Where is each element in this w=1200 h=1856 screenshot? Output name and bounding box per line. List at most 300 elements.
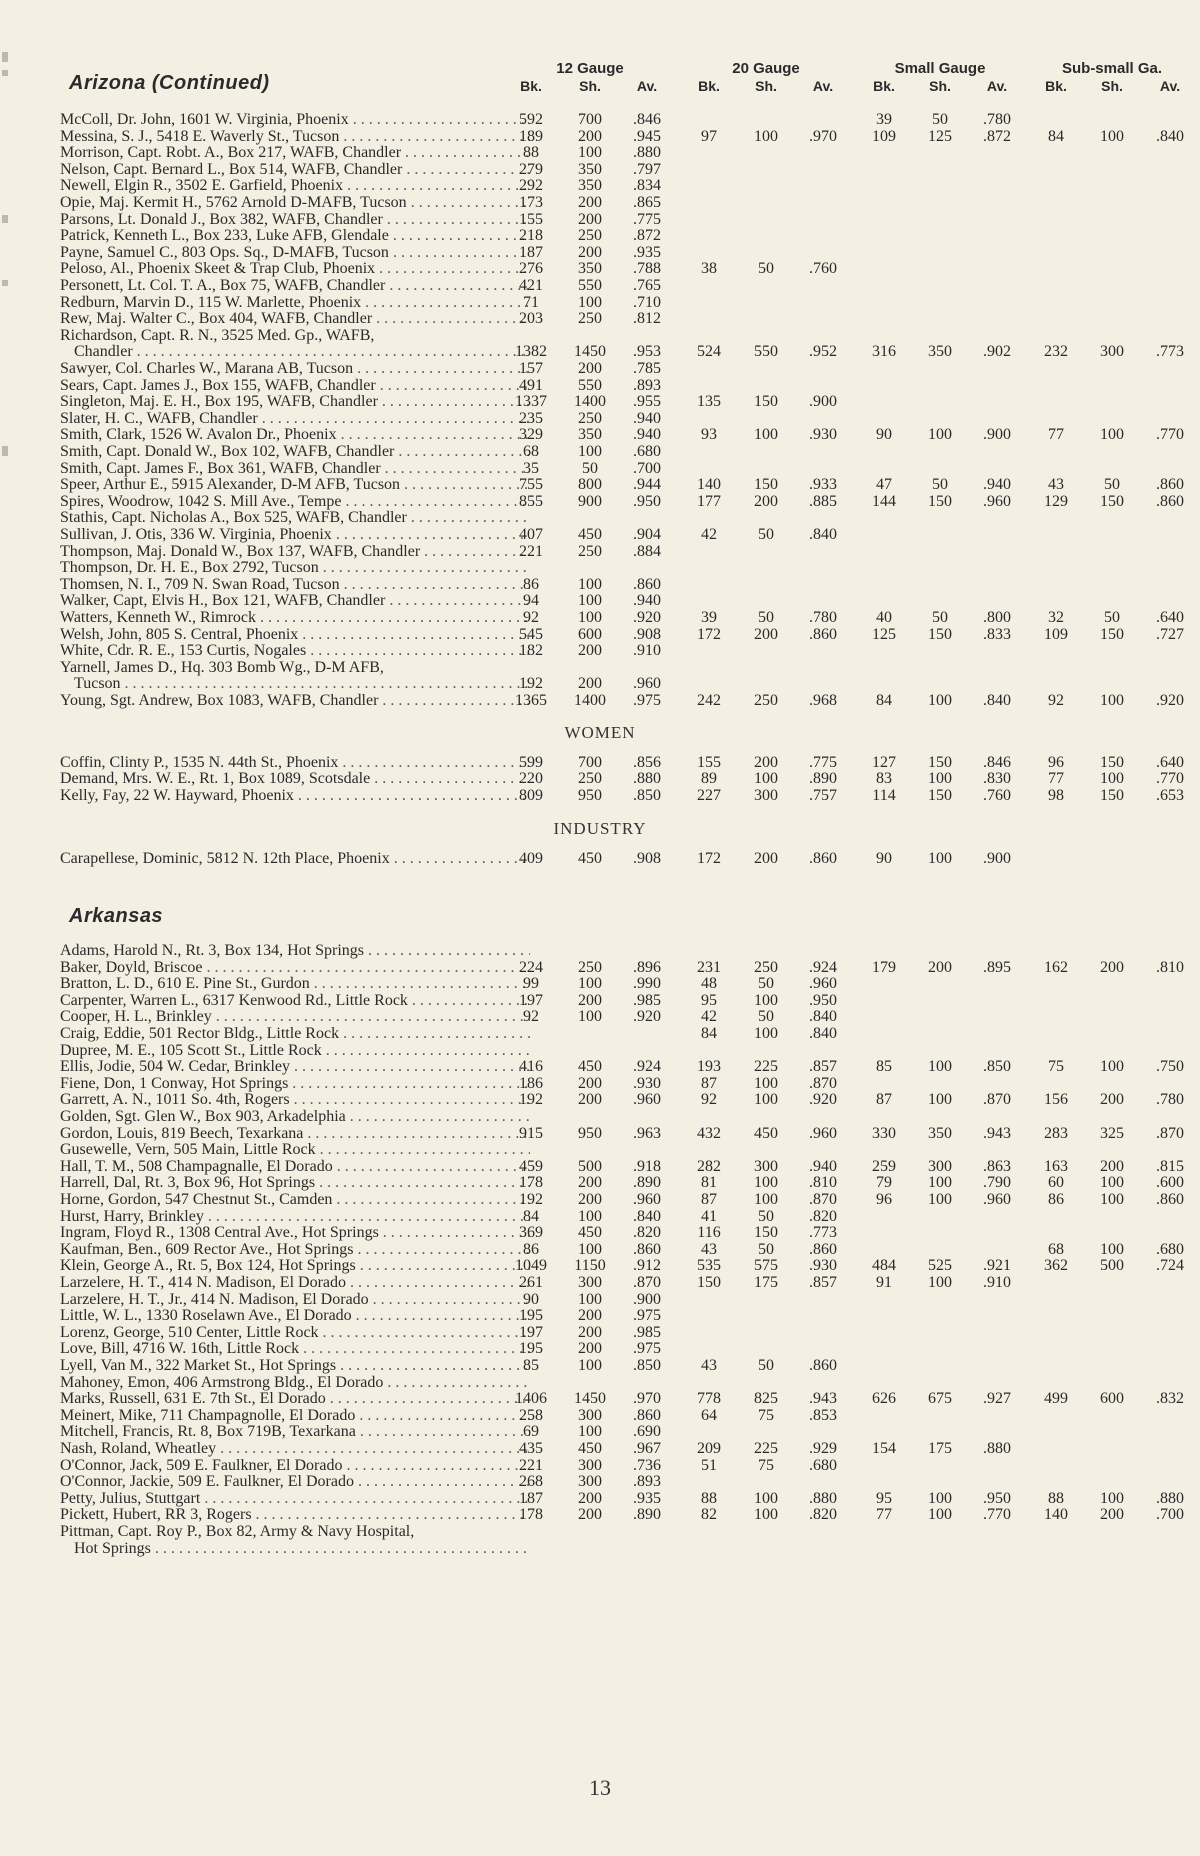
- shooter-name: Spires, Woodrow, 1042 S. Mill Ave., Tempe . . .: [60, 493, 530, 510]
- shooter-name: Payne, Samuel C., 803 Ops. Sq., D-MAFB, Tucson . . .: [60, 244, 530, 261]
- score-cell: .840: [983, 692, 1011, 709]
- score-cell: 491: [519, 376, 543, 394]
- score-cell: .850: [983, 1058, 1011, 1076]
- score-cell: 99: [523, 975, 539, 993]
- shooter-name: Morrison, Capt. Robt. A., Box 217, WAFB, Chandler . . .: [60, 144, 530, 161]
- shooter-name: Chandler . . .: [74, 343, 530, 360]
- score-cell: 154: [872, 1440, 896, 1457]
- score-cell: 100: [1100, 770, 1124, 788]
- score-cell: 250: [754, 958, 778, 976]
- score-cell: .872: [633, 227, 661, 245]
- shooter-name: Coffin, Clinty P., 1535 N. 44th St., Phoenix . . .: [60, 754, 530, 771]
- score-cell: 90: [523, 1290, 539, 1308]
- score-cell: 100: [578, 1290, 602, 1308]
- score-cell: .760: [983, 786, 1011, 804]
- score-cell: 200: [578, 1506, 602, 1524]
- score-cell: 1400: [574, 692, 606, 709]
- score-cell: 325: [1100, 1124, 1124, 1142]
- score-cell: 192: [519, 1191, 543, 1208]
- score-cell: 50: [758, 1357, 774, 1374]
- score-cell: 187: [519, 243, 543, 261]
- score-cell: 1406: [515, 1390, 547, 1408]
- score-cell: .857: [809, 1274, 837, 1291]
- shooter-name: Nash, Roland, Wheatley . . .: [60, 1440, 530, 1457]
- score-cell: .970: [809, 127, 837, 145]
- score-cell: 700: [578, 753, 602, 771]
- score-cell: .935: [633, 1489, 661, 1507]
- table-row: [60, 1390, 1184, 1408]
- score-cell: 100: [578, 609, 602, 626]
- score-cell: 100: [928, 692, 952, 709]
- table-row: [60, 1008, 1180, 1025]
- score-cell: 50: [758, 1207, 774, 1225]
- score-cell: .850: [633, 1357, 661, 1374]
- score-cell: .832: [1156, 1390, 1184, 1408]
- shooter-name: Smith, Capt. James F., Box 361, WAFB, Chandler . . .: [60, 460, 530, 477]
- score-cell: .833: [983, 625, 1011, 643]
- table-row: [60, 1058, 1184, 1076]
- score-cell: 100: [754, 1091, 778, 1109]
- table-row: [60, 194, 1180, 211]
- score-cell: .924: [633, 1058, 661, 1076]
- score-cell: .870: [809, 1074, 837, 1092]
- score-cell: .770: [1156, 426, 1184, 444]
- score-cell: 150: [1100, 786, 1124, 804]
- table-row: [60, 1440, 1180, 1457]
- score-cell: 75: [758, 1456, 774, 1474]
- table-row: [60, 559, 1180, 576]
- score-cell: 499: [1044, 1390, 1068, 1408]
- table-row: [60, 111, 1180, 128]
- score-cell: 100: [754, 1174, 778, 1192]
- score-cell: 92: [701, 1091, 717, 1109]
- score-cell: .840: [1156, 127, 1184, 145]
- score-cell: .880: [633, 144, 661, 162]
- score-cell: 300: [754, 1157, 778, 1175]
- score-cell: .820: [809, 1506, 837, 1524]
- score-cell: 250: [578, 542, 602, 560]
- score-cell: 85: [876, 1058, 892, 1076]
- score-cell: .860: [1156, 492, 1184, 510]
- score-cell: .975: [633, 1340, 661, 1358]
- score-cell: .921: [983, 1257, 1011, 1275]
- score-cell: 755: [519, 476, 543, 494]
- score-cell: 484: [872, 1257, 896, 1275]
- score-cell: 96: [876, 1191, 892, 1208]
- table-row: [60, 1224, 1180, 1241]
- score-cell: .710: [633, 293, 661, 311]
- score-cell: 200: [578, 1174, 602, 1192]
- score-cell: 35: [523, 459, 539, 477]
- score-cell: 259: [872, 1157, 896, 1175]
- table-row: [60, 1291, 1180, 1308]
- table-row: [60, 426, 1184, 444]
- shooter-name: Carapellese, Dominic, 5812 N. 12th Place, Phoenix . . .: [60, 850, 530, 867]
- shooter-name: Carpenter, Warren L., 6317 Kenwood Rd., Little Rock . . .: [60, 992, 530, 1009]
- shooter-name: Kelly, Fay, 22 W. Hayward, Phoenix . . .: [60, 787, 530, 804]
- score-cell: 97: [701, 127, 717, 145]
- score-cell: .943: [809, 1390, 837, 1408]
- score-cell: 100: [1100, 1058, 1124, 1076]
- shooter-name: Smith, Clark, 1526 W. Avalon Dr., Phoenix . . .: [60, 426, 530, 443]
- score-cell: 186: [519, 1074, 543, 1092]
- score-cell: 224: [519, 958, 543, 976]
- score-cell: 175: [928, 1440, 952, 1457]
- shooter-name: Richardson, Capt. R. N., 3525 Med. Gp., WAFB,: [60, 326, 375, 344]
- score-cell: 50: [1104, 609, 1120, 626]
- score-cell: 200: [578, 642, 602, 660]
- shooter-name: Hall, T. M., 508 Champagnalle, El Dorado . . .: [60, 1158, 530, 1175]
- score-cell: .870: [809, 1191, 837, 1208]
- score-cell: .960: [809, 975, 837, 993]
- score-cell: 100: [754, 991, 778, 1009]
- score-cell: 50: [932, 111, 948, 128]
- score-cell: 38: [701, 260, 717, 278]
- table-row: [60, 377, 1180, 394]
- score-cell: 100: [578, 1240, 602, 1258]
- score-cell: 1049: [515, 1257, 547, 1275]
- score-cell: 279: [519, 160, 543, 178]
- score-cell: .863: [983, 1157, 1011, 1175]
- score-cell: 92: [523, 609, 539, 626]
- shooter-name: Meinert, Mike, 711 Champagnolle, El Dorado . . .: [60, 1407, 530, 1424]
- score-cell: .834: [633, 177, 661, 195]
- score-cell: .690: [633, 1423, 661, 1441]
- score-cell: 150: [928, 753, 952, 771]
- score-cell: 1450: [574, 1390, 606, 1408]
- score-cell: 450: [578, 1224, 602, 1242]
- score-cell: 242: [697, 692, 721, 709]
- score-cell: 172: [697, 850, 721, 868]
- table-row: [60, 1489, 1184, 1507]
- column-subheader: Bk.: [520, 78, 542, 94]
- score-cell: 100: [928, 1191, 952, 1208]
- table-row: [60, 509, 1180, 526]
- score-cell: .872: [983, 127, 1011, 145]
- table-row: [60, 659, 1180, 676]
- score-cell: 350: [578, 177, 602, 195]
- score-cell: 32: [1048, 609, 1064, 626]
- score-cell: 192: [519, 675, 543, 693]
- score-cell: .896: [633, 958, 661, 976]
- score-cell: 92: [523, 1008, 539, 1026]
- score-cell: 292: [519, 177, 543, 195]
- table-row: [60, 443, 1180, 460]
- score-cell: .895: [983, 958, 1011, 976]
- score-cell: 100: [754, 1191, 778, 1208]
- score-cell: 592: [519, 111, 543, 128]
- table-row: [60, 770, 1184, 788]
- score-cell: .840: [633, 1207, 661, 1225]
- score-cell: .945: [633, 127, 661, 145]
- score-cell: 150: [754, 393, 778, 411]
- shooter-name: Pickett, Hubert, RR 3, Rogers . . .: [60, 1506, 530, 1523]
- score-cell: 1382: [515, 343, 547, 361]
- column-subheader: Sh.: [579, 78, 601, 94]
- score-cell: 179: [872, 958, 896, 976]
- score-cell: .860: [809, 1240, 837, 1258]
- score-cell: 915: [519, 1124, 543, 1142]
- score-cell: 900: [578, 492, 602, 510]
- score-cell: .953: [633, 343, 661, 361]
- column-subheader: Av.: [1159, 78, 1181, 94]
- score-cell: .880: [1156, 1489, 1184, 1507]
- score-cell: .940: [633, 409, 661, 427]
- score-cell: 435: [519, 1440, 543, 1457]
- score-cell: 218: [519, 227, 543, 245]
- score-cell: .910: [983, 1274, 1011, 1291]
- table-row: [60, 975, 1180, 992]
- score-cell: 250: [578, 958, 602, 976]
- score-cell: .870: [983, 1091, 1011, 1109]
- score-cell: 42: [701, 526, 717, 543]
- score-cell: 200: [578, 194, 602, 211]
- score-cell: 250: [578, 409, 602, 427]
- score-cell: 197: [519, 991, 543, 1009]
- binding-mark: [2, 215, 8, 223]
- binding-mark: [2, 52, 8, 62]
- score-cell: 157: [519, 360, 543, 377]
- score-cell: 600: [578, 625, 602, 643]
- score-cell: .860: [809, 850, 837, 868]
- score-cell: 550: [754, 343, 778, 361]
- score-cell: 86: [523, 575, 539, 593]
- score-cell: 83: [876, 770, 892, 788]
- score-cell: 140: [697, 476, 721, 494]
- score-cell: 250: [578, 770, 602, 788]
- score-cell: 178: [519, 1506, 543, 1524]
- shooter-name: Demand, Mrs. W. E., Rt. 1, Box 1089, Scotsdale . . .: [60, 770, 530, 787]
- score-cell: .765: [633, 277, 661, 294]
- table-row: [60, 161, 1180, 178]
- score-cell: 100: [1100, 127, 1124, 145]
- table-row: [60, 753, 1184, 771]
- category-heading: WOMEN: [564, 722, 636, 742]
- score-cell: 200: [1100, 1506, 1124, 1524]
- score-cell: .900: [983, 850, 1011, 868]
- score-cell: .970: [633, 1390, 661, 1408]
- score-cell: .890: [633, 1174, 661, 1192]
- score-cell: .750: [1156, 1058, 1184, 1076]
- score-cell: 350: [928, 343, 952, 361]
- shooter-name: Nelson, Capt. Bernard L., Box 514, WAFB, Chandler . . .: [60, 161, 530, 178]
- score-cell: 114: [872, 786, 896, 804]
- score-cell: .870: [633, 1274, 661, 1291]
- score-cell: .930: [809, 426, 837, 444]
- score-cell: 87: [876, 1091, 892, 1109]
- table-row: [60, 1257, 1184, 1275]
- score-cell: 200: [578, 1323, 602, 1341]
- shooter-name: Bratton, L. D., 610 E. Pine St., Gurdon . . .: [60, 975, 530, 992]
- table-row: [60, 1124, 1184, 1142]
- score-cell: 100: [928, 1058, 952, 1076]
- score-cell: 43: [701, 1357, 717, 1374]
- score-cell: 209: [697, 1440, 721, 1457]
- score-cell: 88: [1048, 1489, 1064, 1507]
- score-cell: 77: [1048, 426, 1064, 444]
- score-cell: .860: [633, 1240, 661, 1258]
- score-cell: .860: [809, 1357, 837, 1374]
- score-cell: .930: [633, 1074, 661, 1092]
- score-cell: .853: [809, 1406, 837, 1424]
- score-cell: .933: [809, 476, 837, 494]
- table-row: [60, 1340, 1180, 1357]
- table-row: [60, 211, 1180, 228]
- score-cell: .727: [1156, 625, 1184, 643]
- score-cell: .920: [1156, 692, 1184, 709]
- score-cell: .640: [1156, 753, 1184, 771]
- table-row: [60, 476, 1184, 494]
- score-cell: .856: [633, 753, 661, 771]
- column-subheader: Sh.: [1101, 78, 1123, 94]
- score-cell: .788: [633, 260, 661, 278]
- score-cell: .700: [1156, 1506, 1184, 1524]
- score-cell: .990: [633, 975, 661, 993]
- score-cell: .960: [983, 1191, 1011, 1208]
- score-cell: 575: [754, 1257, 778, 1275]
- score-cell: 75: [1048, 1058, 1064, 1076]
- score-cell: .757: [809, 786, 837, 804]
- score-cell: .910: [633, 642, 661, 660]
- shooter-name: McColl, Dr. John, 1601 W. Virginia, Phoenix . . .: [60, 111, 530, 128]
- score-cell: .830: [983, 770, 1011, 788]
- score-cell: 100: [1100, 692, 1124, 709]
- score-cell: .950: [633, 492, 661, 510]
- score-cell: 43: [701, 1240, 717, 1258]
- score-cell: .960: [633, 1191, 661, 1208]
- score-cell: 178: [519, 1174, 543, 1192]
- score-cell: 525: [928, 1257, 952, 1275]
- score-cell: 950: [578, 786, 602, 804]
- score-cell: .940: [809, 1157, 837, 1175]
- score-cell: 500: [578, 1157, 602, 1175]
- score-cell: .927: [983, 1390, 1011, 1408]
- score-cell: .600: [1156, 1174, 1184, 1192]
- score-cell: 86: [1048, 1191, 1064, 1208]
- score-cell: 87: [701, 1191, 717, 1208]
- score-cell: .902: [983, 343, 1011, 361]
- table-row: [60, 260, 1180, 277]
- score-cell: 100: [1100, 1191, 1124, 1208]
- score-cell: 524: [697, 343, 721, 361]
- shooter-name: Slater, H. C., WAFB, Chandler . . .: [60, 410, 530, 427]
- table-row: [60, 1240, 1184, 1258]
- score-cell: 261: [519, 1274, 543, 1291]
- score-cell: 100: [578, 592, 602, 610]
- score-cell: .780: [809, 609, 837, 626]
- table-row: [60, 992, 1180, 1009]
- shooter-name: Little, W. L., 1330 Roselawn Ave., El Dorado . . .: [60, 1307, 530, 1324]
- score-cell: 626: [872, 1390, 896, 1408]
- table-row: [60, 1141, 1180, 1158]
- score-cell: 84: [1048, 127, 1064, 145]
- table-row: [60, 1091, 1184, 1109]
- score-cell: .908: [633, 625, 661, 643]
- score-cell: .940: [633, 592, 661, 610]
- score-cell: 150: [697, 1274, 721, 1291]
- shooter-name: Golden, Sgt. Glen W., Box 903, Arkadelphia . . .: [60, 1108, 530, 1125]
- shooter-name: Redburn, Marvin D., 115 W. Marlette, Phoenix . . .: [60, 294, 530, 311]
- score-cell: 173: [519, 194, 543, 211]
- score-cell: 100: [1100, 1174, 1124, 1192]
- score-cell: 300: [578, 1473, 602, 1491]
- shooter-name: Klein, George A., Rt. 5, Box 124, Hot Springs . . .: [60, 1257, 530, 1274]
- score-cell: 100: [754, 1074, 778, 1092]
- shooter-name: Thompson, Dr. H. E., Box 2792, Tucson . . .: [60, 559, 530, 576]
- score-cell: 459: [519, 1157, 543, 1175]
- score-cell: 77: [1048, 770, 1064, 788]
- score-cell: .904: [633, 526, 661, 543]
- score-cell: .960: [633, 675, 661, 693]
- score-cell: 300: [754, 786, 778, 804]
- score-cell: 200: [1100, 958, 1124, 976]
- score-cell: .930: [809, 1257, 837, 1275]
- shooter-name: Watters, Kenneth W., Rimrock . . .: [60, 609, 530, 626]
- shooter-name: Marks, Russell, 631 E. 7th St., El Dorado . . .: [60, 1390, 530, 1407]
- score-cell: 800: [578, 476, 602, 494]
- shooter-name: Cooper, H. L., Brinkley . . .: [60, 1008, 530, 1025]
- score-cell: 500: [1100, 1257, 1124, 1275]
- score-cell: .840: [809, 1025, 837, 1042]
- table-row: [60, 592, 1180, 609]
- shooter-name: Gusewelle, Vern, 505 Main, Little Rock . . .: [60, 1141, 530, 1158]
- score-cell: .968: [809, 692, 837, 709]
- score-cell: 535: [697, 1257, 721, 1275]
- score-cell: 92: [1048, 692, 1064, 709]
- score-cell: 200: [754, 753, 778, 771]
- shooter-name: Harrell, Dal, Rt. 3, Box 96, Hot Springs . . .: [60, 1174, 530, 1191]
- column-subheader: Bk.: [698, 78, 720, 94]
- table-row: [60, 343, 1184, 361]
- score-cell: 200: [928, 958, 952, 976]
- shooter-name: Parsons, Lt. Donald J., Box 382, WAFB, Chandler . . .: [60, 211, 530, 228]
- score-cell: 193: [697, 1058, 721, 1076]
- score-cell: 450: [578, 1440, 602, 1457]
- shooter-name: Peloso, Al., Phoenix Skeet & Trap Club, Phoenix . . .: [60, 260, 530, 277]
- score-cell: 84: [701, 1025, 717, 1042]
- table-row: [60, 1191, 1184, 1208]
- score-cell: 39: [876, 111, 892, 128]
- score-cell: 42: [701, 1008, 717, 1026]
- score-cell: 300: [578, 1274, 602, 1291]
- score-cell: 150: [928, 786, 952, 804]
- score-cell: .820: [809, 1207, 837, 1225]
- shooter-name: Thompson, Maj. Donald W., Box 137, WAFB, Chandler . . .: [60, 543, 530, 560]
- score-cell: .960: [983, 492, 1011, 510]
- table-row: [60, 1374, 1180, 1391]
- score-cell: 84: [523, 1207, 539, 1225]
- score-cell: 175: [754, 1274, 778, 1291]
- score-cell: .985: [633, 991, 661, 1009]
- table-row: [60, 786, 1184, 804]
- score-cell: .850: [633, 786, 661, 804]
- score-cell: .770: [1156, 770, 1184, 788]
- column-subheader: Av.: [986, 78, 1008, 94]
- score-cell: 86: [523, 1240, 539, 1258]
- score-cell: .890: [633, 1506, 661, 1524]
- score-cell: 100: [754, 426, 778, 444]
- column-subheader: Av.: [636, 78, 658, 94]
- shooter-name: Ingram, Floyd R., 1308 Central Ave., Hot Springs . . .: [60, 1224, 530, 1241]
- score-cell: 189: [519, 127, 543, 145]
- score-cell: 221: [519, 542, 543, 560]
- score-cell: 200: [578, 1489, 602, 1507]
- score-cell: 200: [578, 1340, 602, 1358]
- shooter-name: Newell, Elgin R., 3502 E. Garfield, Phoenix . . .: [60, 177, 530, 194]
- shooter-name: Baker, Doyld, Briscoe . . .: [60, 959, 530, 976]
- score-cell: 1150: [574, 1257, 606, 1275]
- column-subheader: Bk.: [873, 78, 895, 94]
